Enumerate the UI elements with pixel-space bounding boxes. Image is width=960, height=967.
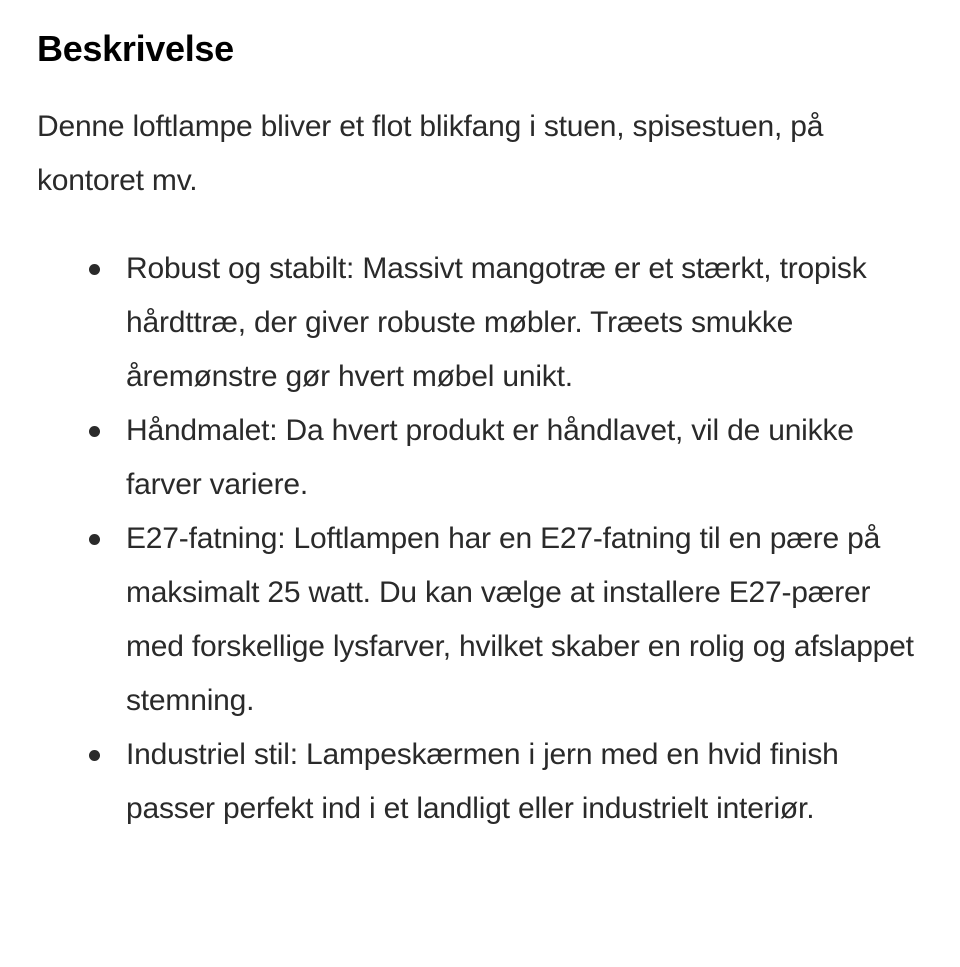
feature-item [37,242,930,404]
feature-text: E27-fatning: Loftlampen har en E27-fatning til en pære på maksimalt 25 watt. Du kan vælge at installere E27-pærer med forskellige lysfarver, hvilket skaber en rolig og afslappet stemning. [126,522,914,717]
feature-item [37,512,930,728]
feature-text: Håndmalet: Da hvert produkt er håndlavet, vil de unikke farver variere. [126,414,854,501]
bullet-icon [89,534,100,545]
bullet-icon [89,750,100,761]
feature-text: Robust og stabilt: Massivt mangotræ er et stærkt, tropisk hårdttræ, der giver robuste møbler. Træets smukke åremønstre gør hvert møbel unikt. [126,252,867,393]
intro-paragraph: Denne loftlampe bliver et flot blikfang i stuen, spisestuen, på kontoret mv. [37,110,824,197]
bullet-icon [89,426,100,437]
section-title: Beskrivelse [37,28,234,69]
feature-item [37,404,930,512]
feature-item [37,728,930,836]
feature-list [37,242,930,836]
feature-text: Industriel stil: Lampeskærmen i jern med en hvid finish passer perfekt ind i et landligt eller industrielt interiør. [126,738,839,825]
bullet-icon [89,264,100,275]
